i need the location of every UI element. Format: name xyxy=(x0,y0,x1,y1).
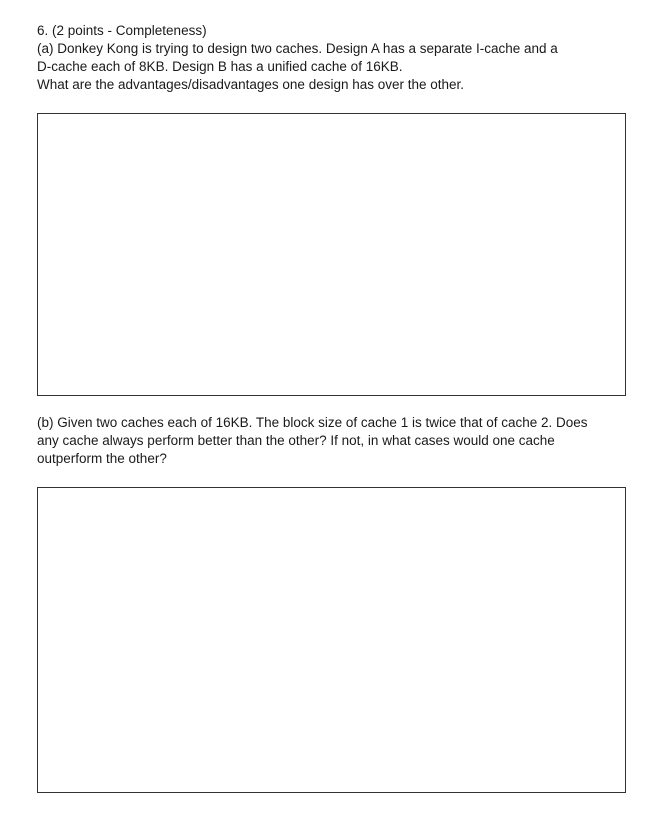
question-6-prompt xyxy=(37,22,558,94)
question-header: 6. (2 points - Completeness) xyxy=(37,23,207,38)
question-part-b-prompt xyxy=(37,414,588,468)
part-a-line: D-cache each of 8KB. Design B has a unified cache of 16KB. xyxy=(37,59,403,74)
part-b-line: (b) Given two caches each of 16KB. The block size of cache 1 is twice that of cache 2. Does xyxy=(37,415,588,430)
part-b-line: outperform the other? xyxy=(37,451,167,466)
part-a-line: (a) Donkey Kong is trying to design two caches. Design A has a separate I-cache and a xyxy=(37,41,558,56)
part-b-line: any cache always perform better than the other? If not, in what cases would one cache xyxy=(37,433,555,448)
answer-box-part-b[interactable] xyxy=(37,487,626,793)
answer-box-part-a[interactable] xyxy=(37,113,626,396)
part-a-line: What are the advantages/disadvantages one design has over the other. xyxy=(37,77,465,92)
